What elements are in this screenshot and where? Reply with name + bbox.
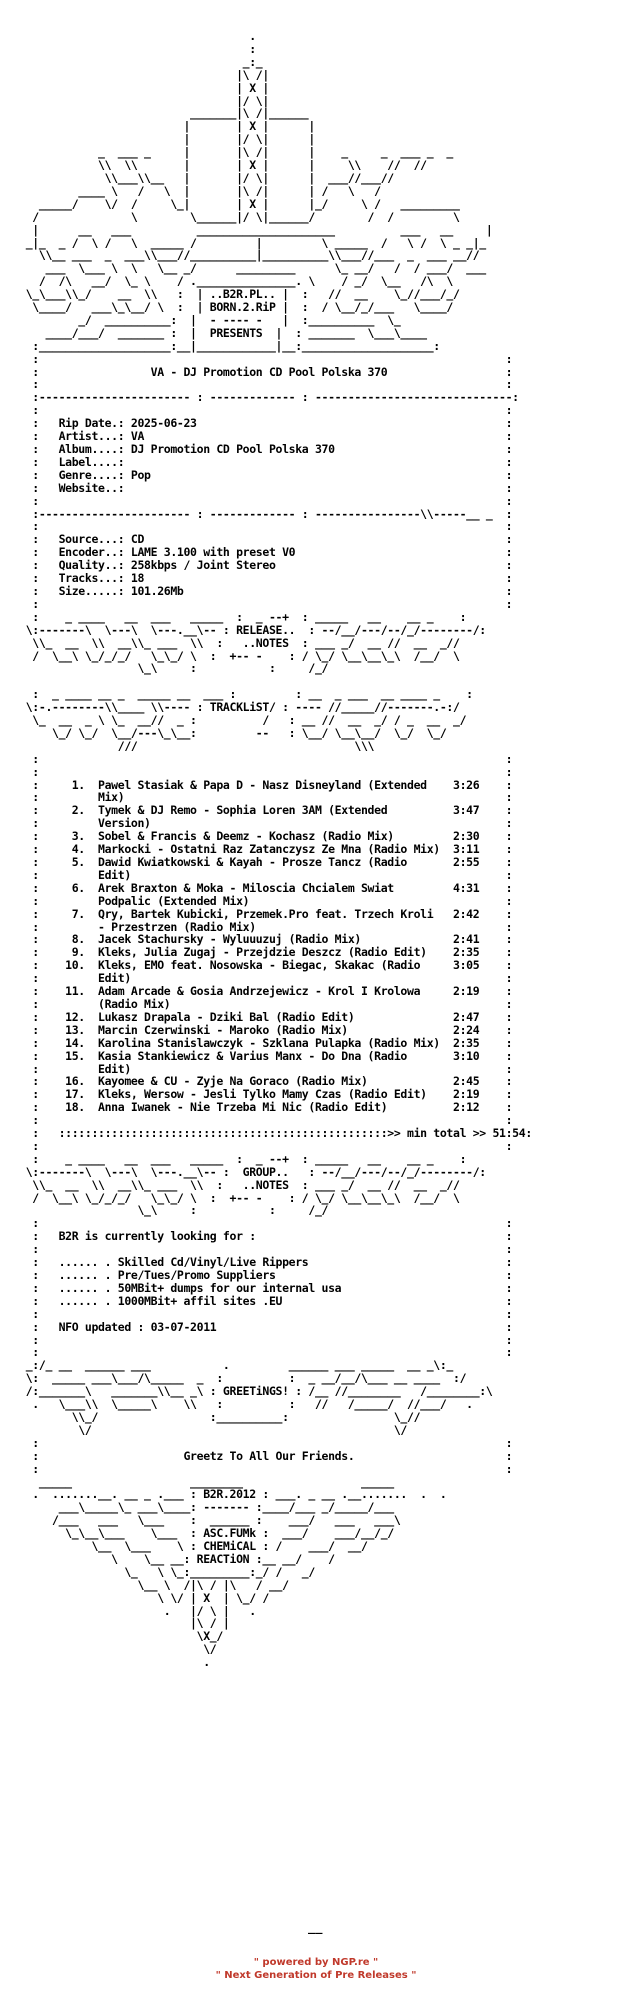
footer-line-2: " Next Generation of Pre Releases "	[215, 1970, 417, 1981]
nfo-text: . : _:_ |\ /| | X | |/ \| _______|\ /|______ | | X | | | |/ \| | _ ___ _ | |\ /| | _ _ ___ _ _ \\ \\ | | X | | \\ // // \\___\\__ | |/ \| | ___//___// ____ \ / \ | |\ /| | / \ / _____/ \/ / \_| | X | |_/ \ / _________ / \ \______|/ \|______/ / / \ | __ ___ _____________________ ___ __ | _|_ _ / \ / \ _____ / | \ _____ / \ / \ _ _|_ \\__ ___ _ ___\\___//__________|__________\\___//___ _ ___ __// ___ \___ \ \ \__ _/ _________ \_ __/ / / ___/ ___ / /\ __/ \_ \ / ._______________. \ / _/ \__ /\ \ \_\___\\_/ __ \\ : | ..B2R.PL.. | : // __ \_//___/_/ \____/ ___\_\__/ \ : | BORN.2.RiP | : / \__/_/___ \____/ _/ __________: | - ---- - | :__________ \_ ____/___/ _______ : | PRESENTS | : _______ \___\____ :____________________:__|____________|__:____________________: : : : VA - DJ Promotion CD Pool Polska 370 : : : :----------------------- : ------------- : ------------------------------: : : : Rip Date.: 2025-06-23 : : Artist...: VA : : Album....: DJ Promotion CD Pool Polska 370 : : Label....: : : Genre....: Pop : : Website..: : : : :----------------------- : ------------- : ----------------\\-----__ _ : : : : Source...: CD : : Encoder..: LAME 3.100 with preset V0 : : Quality..: 258kbps / Joint Stereo : : Tracks...: 18 : : Size.....: 101.26Mb : : : : _ ____ __ ___ _____ : _ --+ : _____ __ __ _ : \:-------\ \---\ \---.__\-- : RELEASE.. : --/__/---/--/_/--------/: \\_ __ \\ __\\_ ___ \\ : ..NOTES : ___ _/ __ // __ _// / \__\ \_/_/_/ \_\_/ \ : +-- - : / \_/ \__\__\_\ /__/ \ \_\ : : /_/ : _ ____ __ _ _____ __ ___ : : __ _ ___ __ ____ _ : \:-.--------\\____ \\---- : TRACKLiST/ : ---- //_____//-------.-:/ \_ __ _ \ \_ __// _ : / : __ // __ _/ / _ __ _/ \_/ \_/ \__/---\_\__: -- : \__/ \__\__/ \_/ \_/ /// \\\ : : : : : 1. Pawel Stasiak & Papa D - Nasz Disneyland (Extended 3:26 : : Mix) : : 2. Tymek & DJ Remo - Sophia Loren 3AM (Extended 3:47 : : Version) : : 3. Sobel & Francis & Deemz - Kochasz (Radio Mix) 2:30 : : 4. Markocki - Ostatni Raz Zatanczysz Ze Mna (Radio Mix) 3:11 : : 5. Dawid Kwiatkowski & Kayah - Prosze Tancz (Radio 2:55 : : Edit) : : 6. Arek Braxton & Moka - Miloscia Chcialem Swiat 4:31 : : Podpalic (Extended Mix) : : 7. Qry, Bartek Kubicki, Przemek.Pro feat. Trzech Kroli 2:42 : : - Przestrzen (Radio Mix) : : 8. Jacek Stachursky - Wyluuuzuj (Radio Mix) 2:41 : : 9. Kleks, Julia Zugaj - Przejdzie Deszcz (Radio Edit) 2:35 : : 10. Kleks, EMO feat. Nosowska - Biegac, Skakac (Radio 3:05 : : Edit) : : 11. Adam Arcade & Gosia Andrzejewicz - Krol I Krolowa 2:19 : : (Radio Mix) : : 12. Lukasz Drapala - Dziki Bal (Radio Edit) 2:47 : : 13. Marcin Czerwinski - Maroko (Radio Mix) 2:24 : : 14. Karolina Stanislawczyk - Szklana Pulapka (Radio Mix) 2:35 : : 15. Kasia Stankiewicz & Varius Manx - Do Dna (Radio 3:10 : : Edit) : : 16. Kayomee & CU - Zyje Na Goraco (Radio Mix) 2:45 : : 17. Kleks, Wersow - Jesli Tylko Mamy Czas (Radio Edit) 2:19 : : 18. Anna Iwanek - Nie Trzeba Mi Nic (Radio Edit) 2:12 : : : : ::::::::::::::::::::::::::::::::::::::::::::::::::>> min total >> 51:54: : : : _ ____ __ ___ _____ : _ --+ : _____ __ __ _ : \:-------\ \---\ \---.__\-- : GROUP.. : --/__/---/--/_/--------/: \\_ __ \\ __\\_ ___ \\ : ..NOTES : ___ _/ __ // __ _// / \__\ \_/_/_/ \_\_/ \ : +-- - : / \_/ \__\__\_\ /__/ \ \_\ : : /_/ : : : B2R is currently looking for : : : : : ...... . Skilled Cd/Vinyl/Live Rippers : : ...... . Pre/Tues/Promo Suppliers : : ...... . 50MBit+ dumps for our internal usa : : ...... . 1000MBit+ affil sites .EU : : : : NFO updated : 03-07-2011 : : : : : _:/_ __ ______ ___ . ______ ___ _____ __ _\:_ \: _____ ___\___/\_____ _ : : _ __/__/\___ __ ____ :/ /:_______\ _______\\__ _\ : GREETiNGS! : /__ //________ /________:\ . \___\\ \_____\ \\ : : // /_____/ //___/ . \\_/ :__________: \_// \/ \/ : : : Greetz To All Our Friends. : : : _____ ________ _____ . .......__. __ _ .___ : B2R.2012 : ___. _ __ .__....... . . ___\_____\_ ___\____: ------- :____/___ _/_____/___ /___ ___ \___ : ______ : ___/ ___ ___\ \_\__\___ \___ : ASC.FUMk : ___/ ___/__/_/ \__ \___ \ : CHEMiCAL : / ___/ __/ \ \__ __: REACTiON :__ __/ / \_ \ \_:_________:_/ / _/ \__ \ /|\ / |\ / __/ \ \/ | X | \_/ / . |/ \ | . |\ / | \X_/ \/ .	[25, 29, 532, 1670]
end-mark: __	[308, 1920, 323, 1934]
nfo-art	[6, 30, 626, 1669]
footer-line-1: " powered by NGP.re "	[253, 1957, 379, 1968]
footer	[0, 1956, 632, 1982]
